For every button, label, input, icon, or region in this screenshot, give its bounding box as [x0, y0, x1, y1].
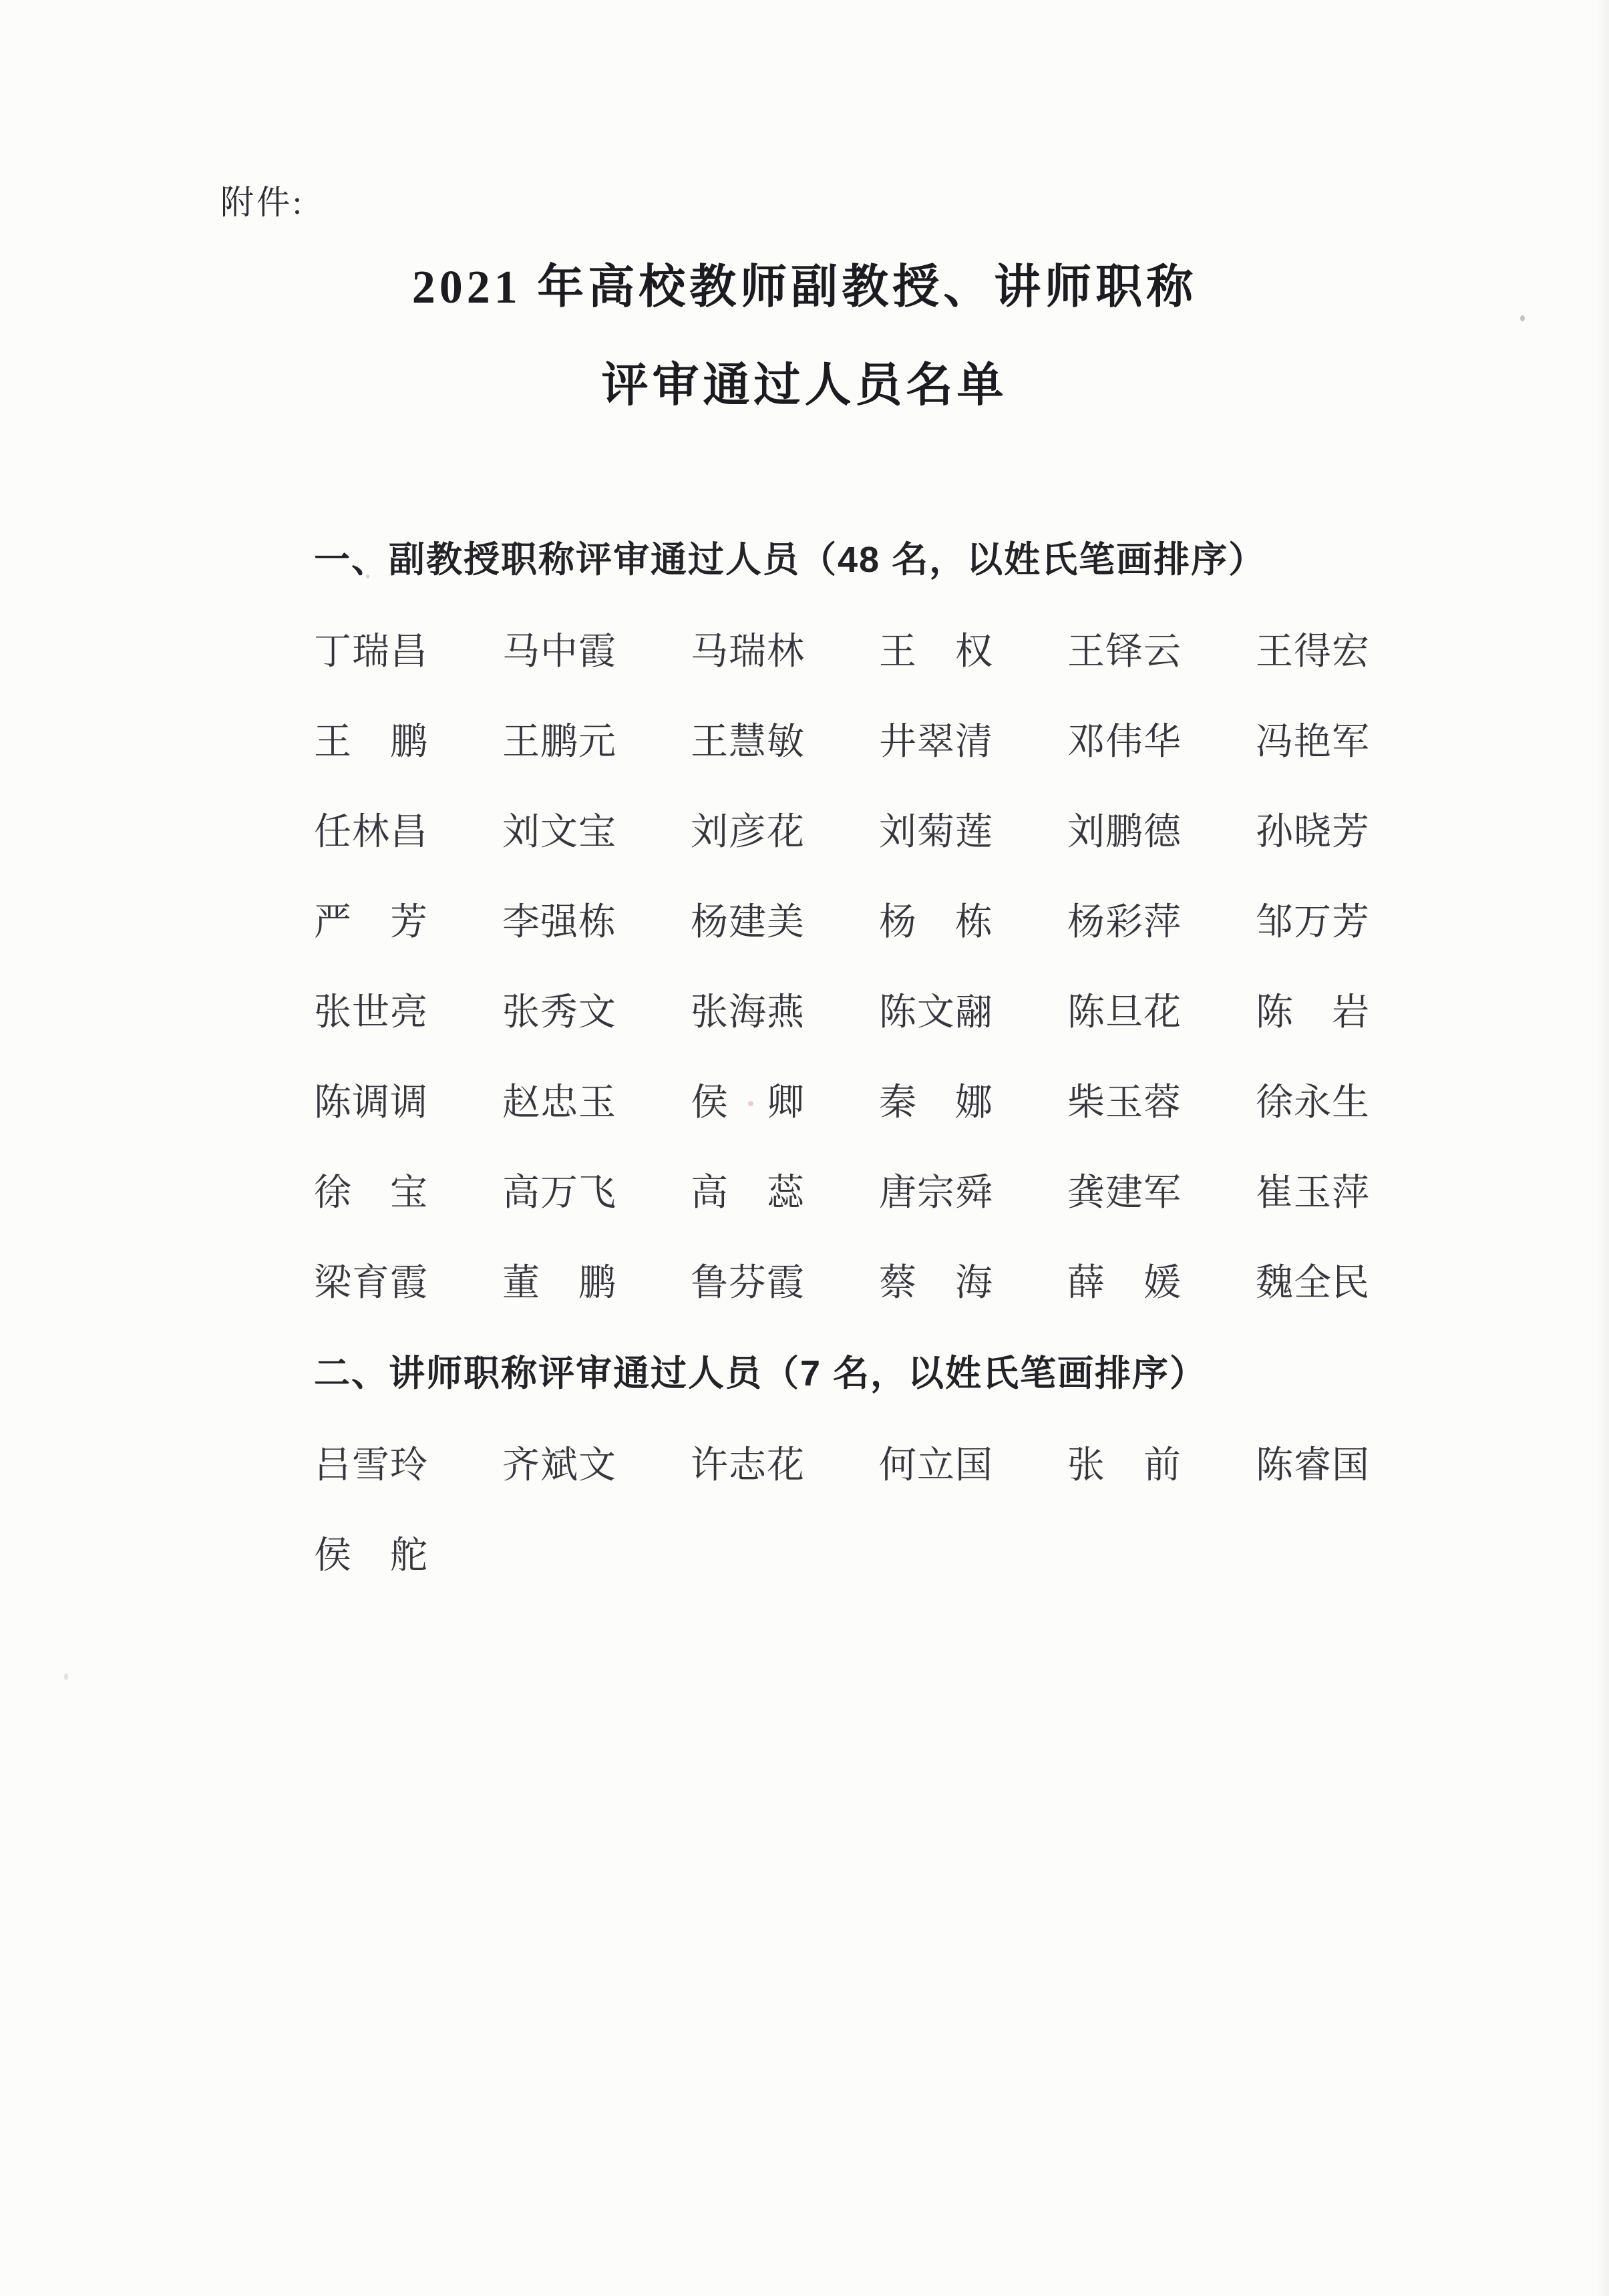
name-row [314, 1084, 1609, 1122]
person-name: 陈 岩 [1256, 992, 1369, 1033]
person-name: 侯 舵 [314, 1535, 427, 1577]
person-name: 张 秀 文 [502, 992, 616, 1033]
person-name: 鲁 芬 霞 [691, 1263, 804, 1304]
person-name: 侯 卿 [691, 1082, 804, 1124]
person-name: 李 强 栋 [502, 902, 616, 943]
person-name: 马 中 霞 [502, 631, 616, 673]
person-name: 董 鹏 [502, 1263, 616, 1304]
person-name: 王 慧 敏 [691, 721, 804, 763]
person-name: 陈 文 翮 [879, 992, 993, 1033]
section-heading-lecturers: 二、讲师职称评审通过人员（7 名，以姓氏笔画排序） [314, 1353, 1208, 1393]
person-name: 高 蕊 [691, 1172, 804, 1214]
person-name: 刘 菊 莲 [879, 812, 993, 853]
document-title-line2: 评审通过人员名单 [601, 360, 1008, 412]
scan-speck [64, 1673, 68, 1680]
name-row [314, 1174, 1609, 1212]
person-name: 刘 文 宝 [502, 812, 616, 853]
person-name: 孙 晓 芳 [1256, 812, 1369, 853]
name-row [314, 994, 1609, 1031]
person-name: 邓 伟 华 [1067, 721, 1181, 763]
person-name: 龚 建 军 [1067, 1172, 1181, 1214]
person-name: 王 鹏 元 [502, 721, 616, 763]
person-name: 陈 旦 花 [1067, 992, 1181, 1033]
person-name: 高 万 飞 [502, 1172, 616, 1214]
person-name: 张 世 亮 [314, 992, 427, 1033]
name-row [314, 814, 1609, 851]
person-name: 赵 忠 玉 [502, 1082, 616, 1124]
person-name: 任 林 昌 [314, 812, 427, 853]
person-name: 张 前 [1067, 1445, 1181, 1486]
person-name: 王 得 宏 [1256, 631, 1369, 673]
person-name: 许 志 花 [691, 1445, 804, 1486]
person-name: 魏 全 民 [1256, 1263, 1369, 1304]
section-associate-professors [314, 541, 1609, 1302]
person-name: 齐 斌 文 [502, 1445, 616, 1486]
person-name: 王 权 [879, 631, 993, 673]
name-row [314, 904, 1609, 941]
person-name: 徐 宝 [314, 1172, 427, 1214]
person-name: 唐 宗 舜 [879, 1172, 993, 1214]
name-row [314, 1447, 1609, 1484]
person-name: 杨 栋 [879, 902, 993, 943]
person-name: 陈 睿 国 [1256, 1445, 1369, 1486]
section-heading-associate-professors: 一、副教授职称评审通过人员（48 名，以姓氏笔画排序） [314, 540, 1266, 580]
name-row [314, 633, 1609, 671]
name-row [314, 1265, 1609, 1302]
person-name: 柴 玉 蓉 [1067, 1082, 1181, 1124]
person-name: 蔡 海 [879, 1263, 993, 1304]
attachment-label: 附件: [220, 184, 305, 221]
person-name: 吕 雪 玲 [314, 1445, 427, 1486]
person-name: 陈 调 调 [314, 1082, 427, 1124]
person-name: 梁 育 霞 [314, 1263, 427, 1304]
person-name: 薛 媛 [1067, 1263, 1181, 1304]
name-row [314, 723, 1609, 761]
scan-speck [1520, 315, 1525, 321]
person-name: 何 立 国 [879, 1445, 993, 1486]
person-name: 王 铎 云 [1067, 631, 1181, 673]
person-name: 徐 永 生 [1256, 1082, 1369, 1124]
person-name: 杨 建 美 [691, 902, 804, 943]
person-name: 严 芳 [314, 902, 427, 943]
person-name: 刘 鹏 德 [1067, 812, 1181, 853]
person-name: 崔 玉 萍 [1256, 1172, 1369, 1214]
person-name: 邹 万 芳 [1256, 902, 1369, 943]
person-name: 杨 彩 萍 [1067, 902, 1181, 943]
name-list-associate-professors [314, 633, 1609, 1302]
person-name: 马 瑞 林 [691, 631, 804, 673]
person-name: 丁 瑞 昌 [314, 631, 427, 673]
document-title-line1: 2021 年高校教师副教授、讲师职称 [411, 262, 1198, 313]
name-list-lecturers [314, 1447, 1609, 1575]
section-lecturers [314, 1355, 1609, 1575]
name-row [314, 1537, 1609, 1575]
person-name: 秦 娜 [879, 1082, 993, 1124]
person-name: 王 鹏 [314, 721, 427, 763]
person-name: 张 海 燕 [691, 992, 804, 1033]
person-name: 刘 彦 花 [691, 812, 804, 853]
person-name: 井 翠 清 [879, 721, 993, 763]
person-name: 冯 艳 军 [1256, 721, 1369, 763]
